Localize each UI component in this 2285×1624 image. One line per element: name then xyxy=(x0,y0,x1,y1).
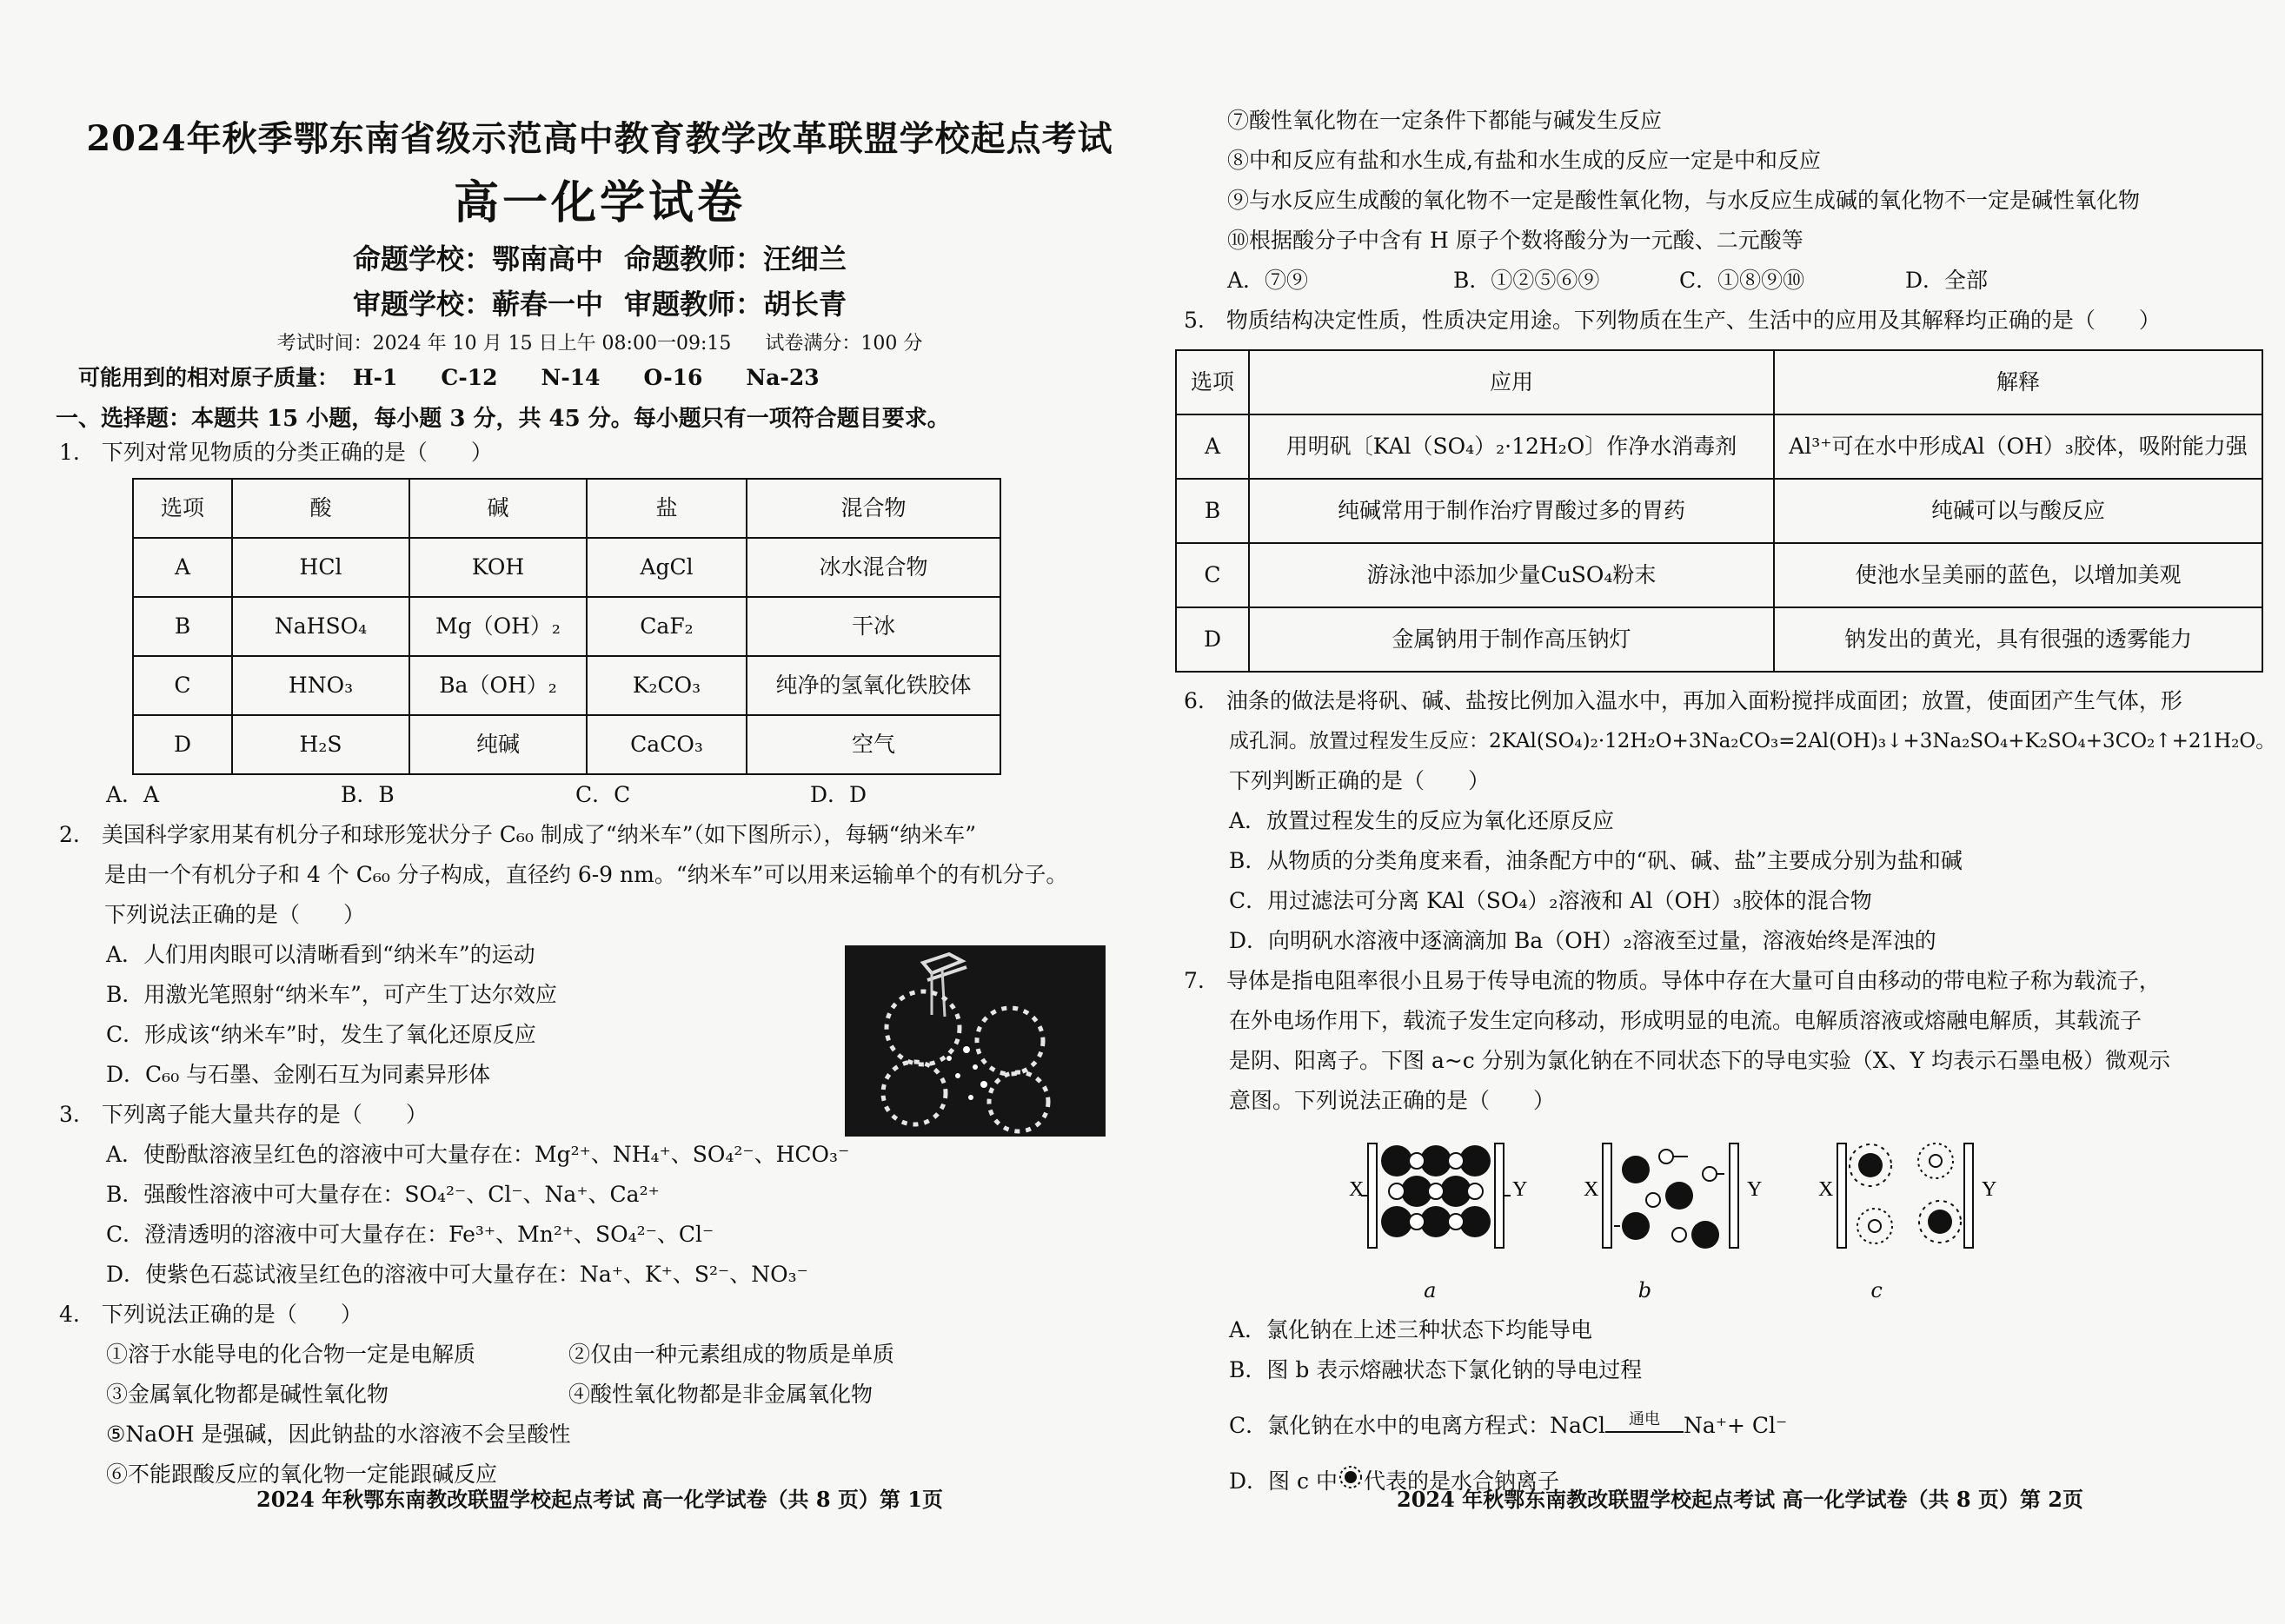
setter-teacher: 命题教师：汪细兰 xyxy=(624,242,847,275)
question-6 xyxy=(1175,681,2285,961)
option-b: B．B xyxy=(341,782,395,807)
reviewer-school: 审题学校：蕲春一中 xyxy=(352,288,603,321)
mass-n: N-14 xyxy=(541,365,601,390)
question-stem: 3. 下列离子能大量共存的是（ ） xyxy=(59,1102,428,1127)
arrow-condition: 通电 xyxy=(1629,1410,1661,1428)
option-d: D．向明矾水溶液中逐滴滴加 Ba（OH）₂溶液至过量，溶液始终是浑浊的 xyxy=(1229,928,1936,953)
option-c: C．澄清透明的溶液中可大量存在：Fe³⁺、Mn²⁺、SO₄²⁻、Cl⁻ xyxy=(106,1222,714,1247)
option-b: B．强酸性溶液中可大量存在：SO₄²⁻、Cl⁻、Na⁺、Ca²⁺ xyxy=(106,1182,660,1207)
statement: ①溶于水能导电的化合物一定是电解质 xyxy=(106,1342,476,1367)
statement: ⑨与水反应生成酸的氧化物不一定是酸性氧化物，与水反应生成碱的氧化物不一定是碱性氧化物 xyxy=(1227,188,2141,213)
table-header: 酸 xyxy=(232,479,409,538)
atomic-masses-label: 可能用到的相对原子质量： xyxy=(78,365,340,390)
option-b: B．图 b 表示熔融状态下氯化钠的导电过程 xyxy=(1229,1357,1643,1382)
option-a: A．氯化钠在上述三种状态下均能导电 xyxy=(1229,1317,1593,1342)
electrode-x-label: X xyxy=(1584,1178,1599,1201)
table-cell: D xyxy=(133,715,232,774)
table-cell: 纯碱常用于制作治疗胃酸过多的胃药 xyxy=(1249,479,1774,543)
table-header: 应用 xyxy=(1249,350,1774,414)
option-a: A．人们用肉眼可以清晰看到“纳米车”的运动 xyxy=(106,942,535,967)
table-cell: H₂S xyxy=(232,715,409,774)
paper-title: 高一化学试卷 xyxy=(453,176,746,229)
table-cell: 空气 xyxy=(747,715,1000,774)
q5-table xyxy=(1175,349,2263,673)
table-cell: A xyxy=(1176,414,1249,479)
table-cell: 纯碱可以与酸反应 xyxy=(1774,479,2262,543)
question-stem: 5. 物质结构决定性质，性质决定用途。下列物质在生产、生活中的应用及其解释均正确的是（ ） xyxy=(1184,308,2161,333)
table-header: 解释 xyxy=(1774,350,2262,414)
solid-lattice xyxy=(1381,1145,1491,1237)
statement: ⑧中和反应有盐和水生成,有盐和水生成的反应一定是中和反应 xyxy=(1227,148,1821,173)
table-cell: 使池水呈美丽的蓝色，以增加美观 xyxy=(1774,543,2262,607)
table-cell: 纯净的氢氧化铁胶体 xyxy=(747,656,1000,715)
mass-na: Na-23 xyxy=(746,365,820,390)
mass-o: O-16 xyxy=(643,365,703,390)
exam-info xyxy=(35,328,1165,355)
statement: ⑥不能跟酸反应的氧化物一定能跟碱反应 xyxy=(106,1462,498,1487)
question-stem: 1. 下列对常见物质的分类正确的是（ ） xyxy=(59,440,493,465)
option-b: B．①②⑤⑥⑨ xyxy=(1453,268,1600,293)
table-cell: B xyxy=(1176,479,1249,543)
statement: ⑩根据酸分子中含有 H 原子个数将酸分为一元酸、二元酸等 xyxy=(1227,228,1803,253)
table-cell: HNO₃ xyxy=(232,656,409,715)
table-cell: 冰水混合物 xyxy=(747,538,1000,597)
exam-time: 考试时间：2024 年 10 月 15 日上午 08:00一09:15 xyxy=(276,333,732,355)
table-cell: 纯碱 xyxy=(409,715,587,774)
table-row xyxy=(133,715,1000,774)
table-cell: B xyxy=(133,597,232,656)
table-cell: Ba（OH）₂ xyxy=(409,656,587,715)
question-stem-line: 下列说法正确的是（ ） xyxy=(104,902,366,927)
q1-table xyxy=(132,478,1001,775)
page-footer: 2024 年秋鄂东南教改联盟学校起点考试 高一化学试卷（共 8 页）第 2页 xyxy=(1397,1487,2083,1512)
question-stem-line: 意图。下列说法正确的是（ ） xyxy=(1229,1088,1556,1113)
statement: ④酸性氧化物都是非金属氧化物 xyxy=(568,1382,873,1407)
question-1 xyxy=(35,433,1165,815)
table-cell: Mg（OH）₂ xyxy=(409,597,587,656)
table-cell: HCl xyxy=(232,538,409,597)
statement-pair xyxy=(35,1375,1165,1415)
table-header: 选项 xyxy=(1176,350,1249,414)
molten-ions xyxy=(1614,1150,1724,1249)
table-cell: 干冰 xyxy=(747,597,1000,656)
table-cell: NaHSO₄ xyxy=(232,597,409,656)
question-5 xyxy=(1175,301,2285,673)
table-cell: 金属钠用于制作高压钠灯 xyxy=(1249,607,1774,672)
electrode-x-label: X xyxy=(1349,1178,1365,1201)
option-a: A．⑦⑨ xyxy=(1227,268,1309,293)
reviewer-teacher: 审题教师：胡长青 xyxy=(624,288,847,321)
option-d: D．使紫色石蕊试液呈红色的溶液中可大量存在：Na⁺、K⁺、S²⁻、NO₃⁻ xyxy=(106,1262,808,1287)
option-c xyxy=(1175,1406,2285,1446)
question-stem-line: 在外电场作用下，载流子发生定向移动，形成明显的电流。电解质溶液或熔融电解质，其载流子 xyxy=(1229,1008,2142,1033)
full-score: 试卷满分：100 分 xyxy=(765,333,923,355)
electrode-x-label: X xyxy=(1818,1178,1834,1201)
statement: ③金属氧化物都是碱性氧化物 xyxy=(106,1382,389,1407)
table-cell: C xyxy=(1176,543,1249,607)
option-c: C．①⑧⑨⑩ xyxy=(1679,268,1805,293)
option-c: C．用过滤法可分离 KAl（SO₄）₂溶液和 Al（OH）₃胶体的混合物 xyxy=(1229,888,1872,913)
right-page xyxy=(1175,0,2285,1624)
conductivity-diagram xyxy=(1349,1126,2285,1291)
question-stem-line: 成孔洞。放置过程发生反应：2KAl(SO₄)₂·12H₂O+3Na₂CO₃=2Al(OH)₃↓+3Na₂SO₄+K₂SO₄+3CO₂↑+21H₂O。 xyxy=(1229,730,2276,752)
table-row xyxy=(133,656,1000,715)
table-cell: CaF₂ xyxy=(587,597,747,656)
table-cell: AgCl xyxy=(587,538,747,597)
option-d: D．C₆₀ 与石墨、金刚石互为同素异形体 xyxy=(106,1062,491,1087)
option-d-suffix: 代表的是水合钠离子 xyxy=(1363,1468,1559,1494)
table-cell: KOH xyxy=(409,538,587,597)
option-d: D．全部 xyxy=(1905,268,1989,293)
statement-pair xyxy=(35,1335,1165,1375)
option-d-text: D．图 c 中 xyxy=(1229,1468,1338,1494)
table-cell: CaCO₃ xyxy=(587,715,747,774)
diagram-label-a: a xyxy=(1424,1278,1437,1303)
question-stem-line: 2. 美国科学家用某有机分子和球形笼状分子 C₆₀ 制成了“纳米车”（如下图所示），每辆“纳米车” xyxy=(59,822,977,847)
table-row xyxy=(1176,414,2262,479)
question-stem-line: 7. 导体是指电阻率很小且易于传导电流的物质。导体中存在大量可自由移动的带电粒子称为载流子， xyxy=(1184,968,2161,993)
mass-h: H-1 xyxy=(353,365,398,390)
setter-school: 命题学校：鄂南高中 xyxy=(352,242,603,275)
table-header: 选项 xyxy=(133,479,232,538)
question-stem-line: 下列判断正确的是（ ） xyxy=(1229,768,1491,793)
option-c: C．C xyxy=(575,782,631,807)
question-stem-line: 是由一个有机分子和 4 个 C₆₀ 分子构成，直径约 6-9 nm。“纳米车”可以用来运输单个的有机分子。 xyxy=(104,862,1068,887)
table-row xyxy=(133,597,1000,656)
table-header: 混合物 xyxy=(747,479,1000,538)
table-cell: 用明矾〔KAl（SO₄）₂·12H₂O〕作净水消毒剂 xyxy=(1249,414,1774,479)
q1-options xyxy=(35,775,1165,815)
table-header: 碱 xyxy=(409,479,587,538)
electrode-y-label: Y xyxy=(1982,1178,1997,1201)
mass-c: C-12 xyxy=(441,365,498,390)
table-row xyxy=(133,538,1000,597)
table-row xyxy=(1176,479,2262,543)
option-b: B．用激光笔照射“纳米车”，可产生丁达尔效应 xyxy=(106,982,557,1007)
nanocar-photo xyxy=(845,945,1106,1137)
hydrated-ions xyxy=(1850,1143,1961,1243)
electrode-y-label: Y xyxy=(1512,1178,1528,1201)
statement: ⑦酸性氧化物在一定条件下都能与碱发生反应 xyxy=(1227,108,1663,133)
left-page xyxy=(35,0,1165,1624)
question-2 xyxy=(35,815,1165,1095)
option-c: C．形成该“纳米车”时，发生了氧化还原反应 xyxy=(106,1022,536,1047)
question-7 xyxy=(1175,961,2285,1503)
option-a: A．A xyxy=(106,782,160,807)
table-row xyxy=(1176,607,2262,672)
page-footer: 2024 年秋鄂东南教改联盟学校起点考试 高一化学试卷（共 8 页）第 1页 xyxy=(256,1487,943,1512)
question-stem-line: 是阴、阳离子。下图 a~c 分别为氯化钠在不同状态下的导电实验（X、Y 均表示石墨电极）微观示 xyxy=(1229,1048,2170,1073)
table-cell: C xyxy=(133,656,232,715)
option-c-products: Na⁺+ Cl⁻ xyxy=(1684,1413,1788,1438)
electrode-y-label: Y xyxy=(1747,1178,1763,1201)
question-stem: 4. 下列说法正确的是（ ） xyxy=(59,1302,362,1327)
table-row xyxy=(1176,543,2262,607)
option-a: A．放置过程发生的反应为氧化还原反应 xyxy=(1229,808,1615,833)
section-heading: 一、选择题：本题共 15 小题，每小题 3 分，共 45 分。每小题只有一项符合题目要求。 xyxy=(56,406,950,432)
option-b: B．从物质的分类角度来看，油条配方中的“矾、碱、盐”主要成分别为盐和碱 xyxy=(1229,848,1963,873)
atomic-masses xyxy=(35,361,1165,392)
statement: ②仅由一种元素组成的物质是单质 xyxy=(568,1342,895,1367)
exam-title: 2024年秋季鄂东南省级示范高中教育教学改革联盟学校起点考试 xyxy=(86,118,1113,159)
option-c-text: C．氯化钠在水中的电离方程式：NaCl xyxy=(1229,1413,1606,1438)
table-cell: 钠发出的黄光，具有很强的透雾能力 xyxy=(1774,607,2262,672)
table-cell: 游泳池中添加少量CuSO₄粉末 xyxy=(1249,543,1774,607)
table-header: 盐 xyxy=(587,479,747,538)
question-4-continued xyxy=(1175,101,2285,301)
statement: ⑤NaOH 是强碱，因此钠盐的水溶液不会呈酸性 xyxy=(106,1422,571,1447)
q4-options xyxy=(1175,261,2285,301)
question-4 xyxy=(35,1295,1165,1495)
question-stem-line: 6. 油条的做法是将矾、碱、盐按比例加入温水中，再加入面粉搅拌成面团；放置，使面团产生气体，形 xyxy=(1184,688,2182,713)
table-cell: D xyxy=(1176,607,1249,672)
authors-block xyxy=(35,236,1165,327)
table-cell: K₂CO₃ xyxy=(587,656,747,715)
option-a: A．使酚酞溶液呈红色的溶液中可大量存在：Mg²⁺、NH₄⁺、SO₄²⁻、HCO₃⁻ xyxy=(106,1142,850,1167)
diagram-label-b: b xyxy=(1637,1278,1652,1303)
option-d: D．D xyxy=(810,782,867,807)
table-cell: A xyxy=(133,538,232,597)
diagram-label-c: c xyxy=(1870,1278,1883,1303)
electrolysis-arrow xyxy=(1605,1410,1684,1433)
table-cell: Al³⁺可在水中形成Al（OH）₃胶体，吸附能力强 xyxy=(1774,414,2262,479)
